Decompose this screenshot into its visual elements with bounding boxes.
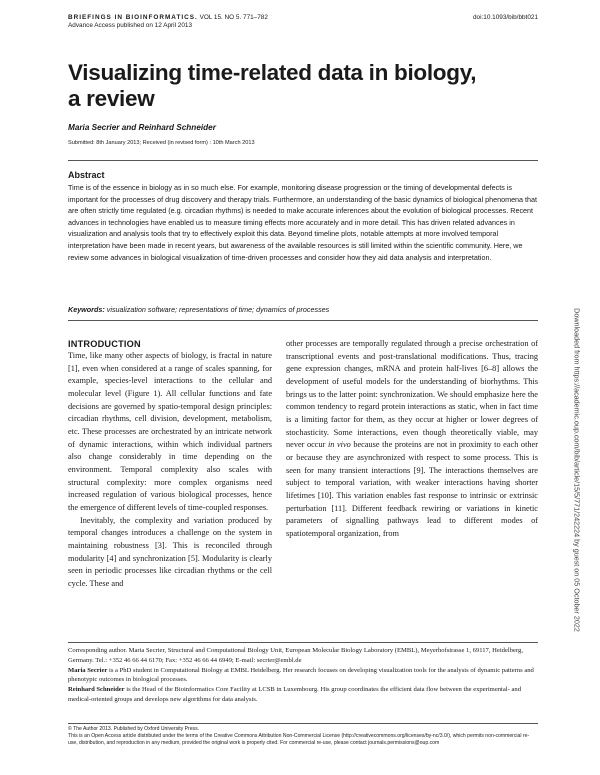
abstract-text: Time is of the essence in biology as in so much else. For example, monitoring disease progression or the timing of developmental defects is important for the processes of drug discovery and therapy trials. Furthermore, an understanding of the basic dynamics of biological phenomena that are often strictly time regulated (e.g. circadian rhythms) is needed to make accurate inferences about the evolution of biological processes. Recent advances in technologies have enabled us to measure timing effects more accurately and in more detail. This has driven related advances in visualization and analysis tools that try to effectively exploit this data. Beyond timeline plots, notable attempts at more involved temporal interpretation have been made in recent years, but awareness of the available resources is still limited within the scientific community. Here, we review some advances in biological visualization of time-driven processes and consider how they aid data analysis and interpretation. — [68, 183, 538, 262]
copyright-line-1: © The Author 2013. Published by Oxford University Press. — [68, 726, 200, 732]
submission-dates: Submitted: 8th January 2013; Received (in revised form) : 10th March 2013 — [68, 140, 255, 146]
copyright-divider — [68, 723, 538, 724]
abstract-heading: Abstract — [68, 170, 105, 180]
author-bio-1-name: Maria Secrier — [68, 666, 108, 674]
author-bio-2-text: is the Head of the Bioinformatics Core Facility at LCSB in Luxembourg. His group coordinates the efficient data flow between the experimental- and medical-oriented groups and develops new algorithms for data analysis. — [68, 686, 521, 703]
keywords-text: visualization software; representations of time; dynamics of processes — [106, 305, 330, 314]
left-column — [68, 350, 272, 590]
intro-paragraph-3 — [286, 338, 538, 541]
top-divider — [68, 160, 538, 161]
copyright-line-2: This is an Open Access article distributed under the terms of the Creative Commons Attribution Non-Commercial License (http://creativecommons.org/licenses/by-nc/3.0/), which permits non-commercial re-use, distribution, and reproduction in any medium, provided the original work is properly cited. For commercial re-use, please contact journals.permissions@oup.com — [68, 732, 530, 746]
author-bio-2 — [68, 685, 538, 705]
footnotes — [68, 646, 538, 705]
intro-paragraph-1: Time, like many other aspects of biology, is fractal in nature [1], even when considered at a range of scales spanning, for example, species-level interactions to the cellular and molecular level (Figure 1). All cellular functions and fate decisions are governed by spatio-temporal design principles: circadian rhythms, cell division, development, metabolism, etc. These processes are orchestrated by an intricate network of dynamic interactions, within which individual partners also change considerably in time depending on the environment. Temporal complexity also scales with structural complexity: more complex organisms need increased regulation of various biological processes, hence the emergence of different levels of time-coupled responses. — [68, 351, 272, 512]
copyright-notice — [68, 726, 538, 746]
download-watermark-text: Downloaded from https://academic.oup.com/bib/article/15/5/771/242224 by guest on 05 October 2022 — [572, 308, 582, 632]
right-column — [286, 338, 538, 541]
keywords — [68, 305, 538, 314]
journal-header — [68, 14, 538, 30]
journal-volume: VOL 15. NO 5. 771–782 — [199, 14, 268, 21]
introduction-heading: INTRODUCTION — [68, 339, 141, 349]
author-bio-1 — [68, 666, 538, 686]
intro-paragraph-3-part-1: other processes are temporally regulated through a precise orchestration of transcriptional events and post-translational modifications. Thus, tracing gene expression changes, mRNA and protein half-lives [6–8] allows the development of useful models for the understanding of biorhythms. This brings us to the latter point: synchronization. We should emphasize here the common tendency to regard protein interactions as static, when in fact time is a limiting factor for them, as they occur at higher or lower degrees of stochasticity. Some interactions, even though theoretically viable, may never occur — [286, 339, 538, 450]
keywords-label: Keywords: — [68, 305, 105, 314]
advance-access-note: Advance Access published on 12 April 2013 — [68, 22, 192, 29]
intro-paragraph-3-part-2: because the proteins are not in proximity to each other or because they are asynchronized with respect to some process. This is seen for many transient interactions [9]. The interactions themselves are subject to temporal variation, with weaker interactions having shorter lifetimes [10]. This variation enables fast response to intrinsic or extrinsic perturbation [11]. Different feedback rewiring or variations in kinetic parameters of signalling pathways lead to different modes of spatiotemporal organization, from — [286, 440, 538, 538]
doi-link[interactable]: doi:10.1093/bib/bbt021 — [472, 14, 538, 21]
article-title — [68, 60, 548, 112]
author-list: Maria Secrier and Reinhard Schneider — [68, 123, 216, 132]
title-line-1: Visualizing time-related data in biology, — [68, 60, 477, 85]
corresponding-author: Corresponding author. Maria Secrier, Structural and Computational Biology Unit, European Molecular Biology Laboratory (EMBL), Meyerhofstrasse 1, 69117, Heidelberg, Germany. Tel.: +352 46 66 44 6170; Fax: +352 46 66 44 6949; E-mail: secrier@embl.de — [68, 647, 523, 664]
title-line-2: a review — [68, 86, 155, 111]
footnote-divider — [68, 642, 538, 643]
in-vivo-term: in vivo — [327, 440, 351, 450]
author-bio-2-name: Reinhard Schneider — [68, 686, 125, 694]
abstract-divider — [68, 320, 538, 321]
author-bio-1-text: is a PhD student in Computational Biology at EMBL Heidelberg. Her research focuses on developing visualization tools for the analysis of dynamic patterns and phenotypic outcomes in biological processes. — [68, 666, 534, 684]
intro-paragraph-2: Inevitably, the complexity and variation produced by temporal changes introduces a challenge on the system in maintaining robustness [3]. This is reconciled through modularity [4] and synchronization [5]. Modularity is clearly seen in periodic processes like circadian rhythms or the cell cycle. These and — [68, 515, 272, 588]
journal-name: BRIEFINGS IN BIOINFORMATICS. — [68, 14, 198, 21]
